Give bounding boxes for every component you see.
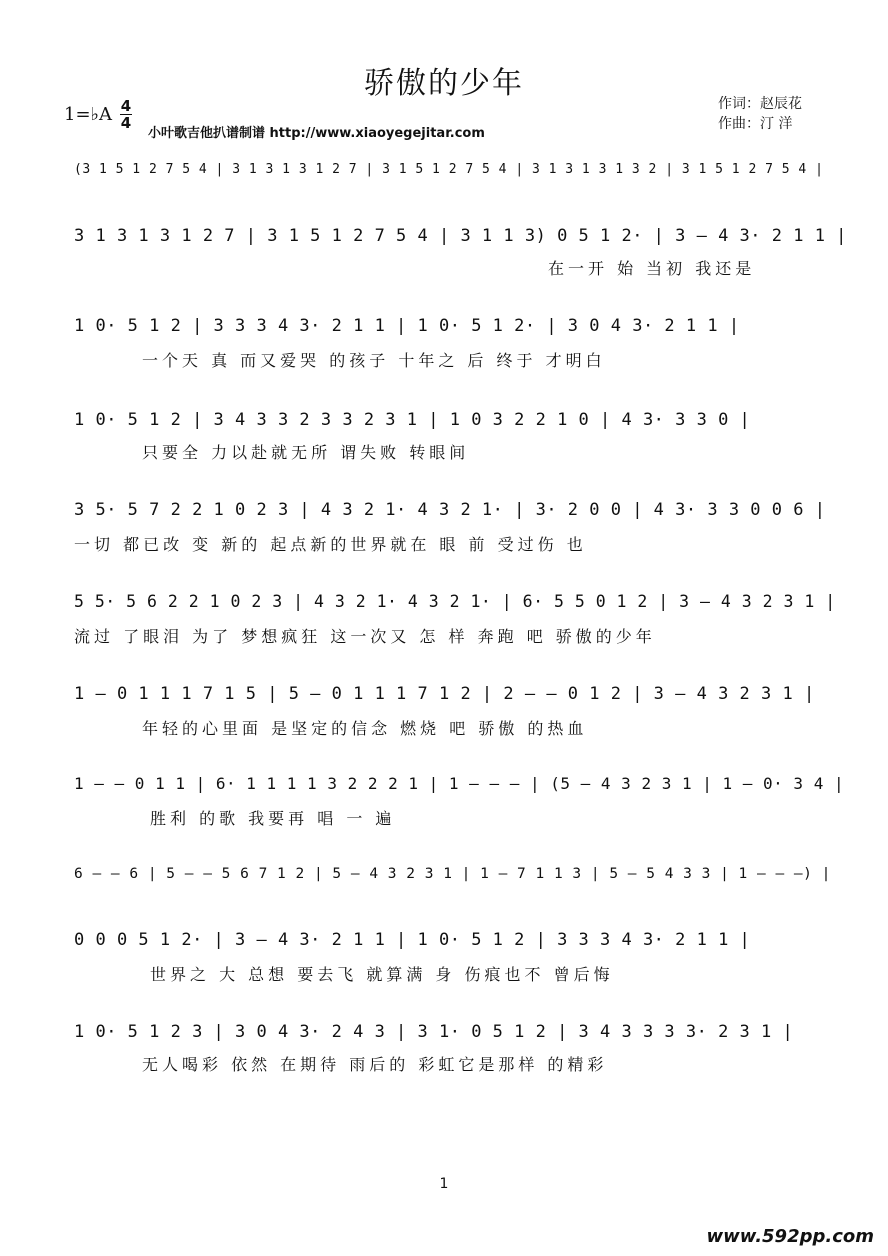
time-signature-top: 4 bbox=[120, 97, 132, 115]
system-3-lyrics: 一个天 真 而又爱哭 的孩子 十年之 后 终于 才明白 bbox=[142, 351, 606, 370]
system-4-notes: 1 0· 5 1 2 | 3 4 3 3 2 3 3 2 3 1 | 1 0 3 2 2 1 0 | 4 3· 3 3 0 | bbox=[74, 410, 751, 430]
system-6-lyrics: 流过 了眼泪 为了 梦想疯狂 这一次又 怎 样 奔跑 吧 骄傲的少年 bbox=[74, 627, 656, 646]
transcriber-credit: 小叶歌吉他扒谱制谱 http://www.xiaoyegejitar.com bbox=[148, 126, 485, 141]
system-11-notes: 1 0· 5 1 2 3 | 3 0 4 3· 2 4 3 | 3 1· 0 5 1 2 | 3 4 3 3 3 3· 2 3 1 | bbox=[74, 1022, 794, 1042]
lyricist-credit: 作词：赵辰花 bbox=[718, 96, 802, 112]
system-5-lyrics: 一切 都已改 变 新的 起点新的世界就在 眼 前 受过伤 也 bbox=[74, 535, 587, 554]
page-number: 1 bbox=[439, 1176, 449, 1192]
time-signature bbox=[118, 98, 134, 131]
system-10-lyrics: 世界之 大 总想 要去飞 就算满 身 伤痕也不 曾后悔 bbox=[150, 965, 614, 984]
system-2-notes: 3 1 3 1 3 1 2 7 | 3 1 5 1 2 7 5 4 | 3 1 1 3) 0 5 1 2· | 3 – 4 3· 2 1 1 | bbox=[74, 226, 847, 246]
key-signature: 1=♭A bbox=[64, 104, 113, 125]
song-title: 骄傲的少年 bbox=[364, 66, 524, 101]
system-2-lyrics: 在一开 始 当初 我还是 bbox=[548, 259, 756, 278]
system-4-lyrics: 只要全 力以赴就无所 谓失败 转眼间 bbox=[142, 443, 470, 462]
system-8-notes: 1 – – 0 1 1 | 6· 1 1 1 1 3 2 2 2 1 | 1 – – – | (5 – 4 3 2 3 1 | 1 – 0· 3 4 | bbox=[74, 774, 845, 793]
system-11-lyrics: 无人喝彩 依然 在期待 雨后的 彩虹它是那样 的精彩 bbox=[142, 1055, 608, 1074]
system-3-notes: 1 0· 5 1 2 | 3 3 3 4 3· 2 1 1 | 1 0· 5 1 2· | 3 0 4 3· 2 1 1 | bbox=[74, 316, 740, 336]
system-6-notes: 5 5· 5 6 2 2 1 0 2 3 | 4 3 2 1· 4 3 2 1· | 6· 5 5 0 1 2 | 3 – 4 3 2 3 1 | bbox=[74, 592, 836, 611]
system-8-lyrics: 胜利 的歌 我要再 唱 一 遍 bbox=[150, 809, 396, 828]
system-7-lyrics: 年轻的心里面 是坚定的信念 燃烧 吧 骄傲 的热血 bbox=[142, 719, 588, 738]
system-10-notes: 0 0 0 5 1 2· | 3 – 4 3· 2 1 1 | 1 0· 5 1 2 | 3 3 3 4 3· 2 1 1 | bbox=[74, 930, 751, 950]
site-watermark: www.592pp.com bbox=[706, 1226, 874, 1247]
system-1-notes: (3 1 5 1 2 7 5 4 | 3 1 3 1 3 1 2 7 | 3 1 5 1 2 7 5 4 | 3 1 3 1 3 1 3 2 | 3 1 5 1 2 7 5 4 | bbox=[74, 162, 824, 177]
system-7-notes: 1 – 0 1 1 1 7 1 5 | 5 – 0 1 1 1 7 1 2 | 2 – – 0 1 2 | 3 – 4 3 2 3 1 | bbox=[74, 684, 815, 704]
time-signature-bottom: 4 bbox=[120, 114, 132, 132]
system-9-notes: 6 – – 6 | 5 – – 5 6 7 1 2 | 5 – 4 3 2 3 1 | 1 – 7 1 1 3 | 5 – 5 4 3 3 | 1 – – –) | bbox=[74, 866, 831, 882]
system-5-notes: 3 5· 5 7 2 2 1 0 2 3 | 4 3 2 1· 4 3 2 1· | 3· 2 0 0 | 4 3· 3 3 0 0 6 | bbox=[74, 500, 826, 520]
composer-credit: 作曲：汀 洋 bbox=[718, 116, 793, 132]
song-credits bbox=[718, 94, 802, 134]
